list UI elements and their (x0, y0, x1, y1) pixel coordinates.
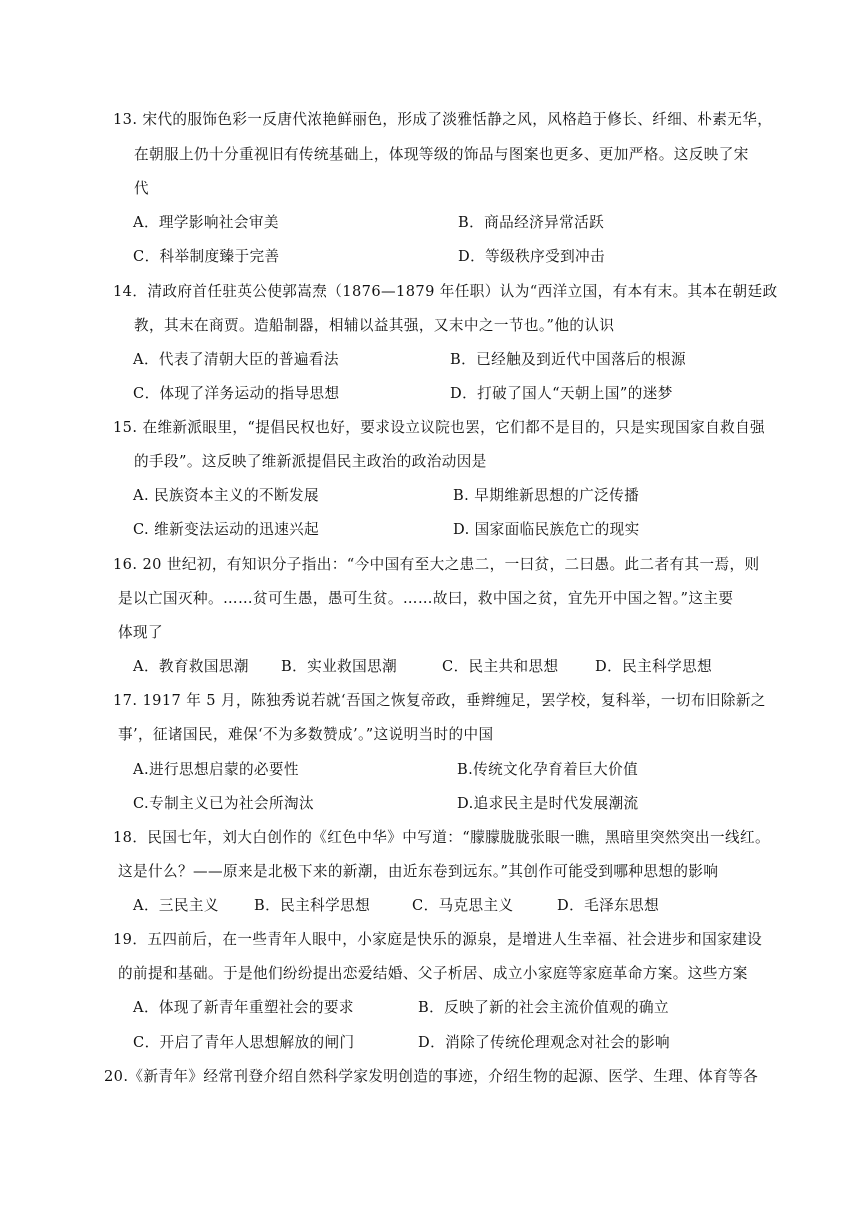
option-d: D.追求民主是时代发展潮流 (457, 795, 639, 812)
question-text: 代 (134, 180, 149, 197)
option-b: B．民主科学思想 (254, 897, 371, 914)
question-text: 体现了 (118, 624, 163, 641)
option-d: D．消除了传统伦理观念对社会的影响 (418, 1034, 671, 1051)
option-a: A．理学影响社会审美 (133, 214, 279, 231)
question-text: 的前提和基础。于是他们纷纷提出恋爱结婚、父子析居、成立小家庭等家庭革命方案。这些方案 (118, 965, 748, 982)
question-text: 事’，征诸国民，难保‘不为多数赞成’。”这说明当时的中国 (118, 726, 494, 743)
option-a: A. 民族资本主义的不断发展 (133, 487, 319, 504)
question-text: 16. 20 世纪初，有知识分子指出：“今中国有至大之患二，一曰贫，二曰愚。此二者有其一焉，则 (113, 556, 760, 573)
option-c: C.专制主义已为社会所淘汰 (133, 795, 315, 812)
question-text: 在朝服上仍十分重视旧有传统基础上，体现等级的饰品与图案也更多、更加严格。这反映了宋 (134, 146, 749, 163)
option-c: C. 维新变法运动的迅速兴起 (133, 521, 320, 538)
option-c: C．开启了青年人思想解放的闸门 (133, 1034, 355, 1051)
question-text: 14．清政府首任驻英公使郭嵩焘（1876—1879 年任职）认为“西洋立国，有本有末。其本在朝廷政 (113, 283, 778, 300)
option-d: D．等级秩序受到冲击 (458, 248, 606, 265)
option-b: B.传统文化孕育着巨大价值 (457, 761, 639, 778)
option-c: C．体现了洋务运动的指导思想 (133, 385, 340, 402)
option-a: A．教育救国思潮 (133, 658, 249, 675)
question-text: 是以亡国灭种。……贫可生愚，愚可生贫。……故曰，救中国之贫，宜先开中国之智。”这主要 (118, 590, 734, 607)
question-text: 17. 1917 年 5 月，陈独秀说若就‘吾国之恢复帝政，垂辫缠足，罢学校，复科举，一切布旧除新之 (113, 692, 766, 709)
option-a: A.进行思想启蒙的必要性 (133, 761, 299, 778)
question-text: 18．民国七年，刘大白创作的《红色中华》中写道：“朦朦胧胧张眼一瞧，黑暗里突然突出一线红。 (113, 829, 770, 846)
option-b: B．商品经济异常活跃 (458, 214, 605, 231)
option-d: D．毛泽东思想 (557, 897, 660, 914)
option-d: D．打破了国人“天朝上国”的迷梦 (450, 385, 673, 402)
question-text: 教，其末在商贾。造船制器，相辅以益其强，又末中之一节也。”他的认识 (134, 317, 615, 334)
question-text: 的手段”。这反映了维新派提倡民主政治的政治动因是 (134, 453, 487, 470)
option-c: C．科举制度臻于完善 (133, 248, 280, 265)
option-b: B．反映了新的社会主流价值观的确立 (418, 999, 670, 1016)
option-b: B. 早期维新思想的广泛传播 (453, 487, 640, 504)
option-d: D．民主科学思想 (595, 658, 713, 675)
option-c: C．马克思主义 (412, 897, 514, 914)
option-c: C．民主共和思想 (442, 658, 559, 675)
option-b: B．实业救国思潮 (281, 658, 398, 675)
option-a: A．三民主义 (133, 897, 219, 914)
option-a: A．体现了新青年重塑社会的要求 (133, 999, 354, 1016)
question-text: 15. 在维新派眼里，“提倡民权也好，要求设立议院也罢，它们都不是目的，只是实现国家自救自强 (113, 419, 766, 436)
option-b: B．已经触及到近代中国落后的根源 (450, 351, 687, 368)
question-text: 这是什么？——原来是北极下来的新潮，由近东卷到远东。”其创作可能受到哪种思想的影响 (118, 863, 719, 880)
question-text: 19．五四前后，在一些青年人眼中，小家庭是快乐的源泉，是增进人生幸福、社会进步和国家建设 (113, 931, 763, 948)
question-text: 20.《新青年》经常刊登介绍自然科学家发明创造的事迹，介绍生物的起源、医学、生理、体育等各 (104, 1068, 759, 1085)
question-text: 13. 宋代的服饰色彩一反唐代浓艳鲜丽色，形成了淡雅恬静之风，风格趋于修长、纤细、朴素无华， (113, 111, 773, 128)
option-a: A．代表了清朝大臣的普遍看法 (133, 351, 339, 368)
option-d: D. 国家面临民族危亡的现实 (453, 521, 640, 538)
